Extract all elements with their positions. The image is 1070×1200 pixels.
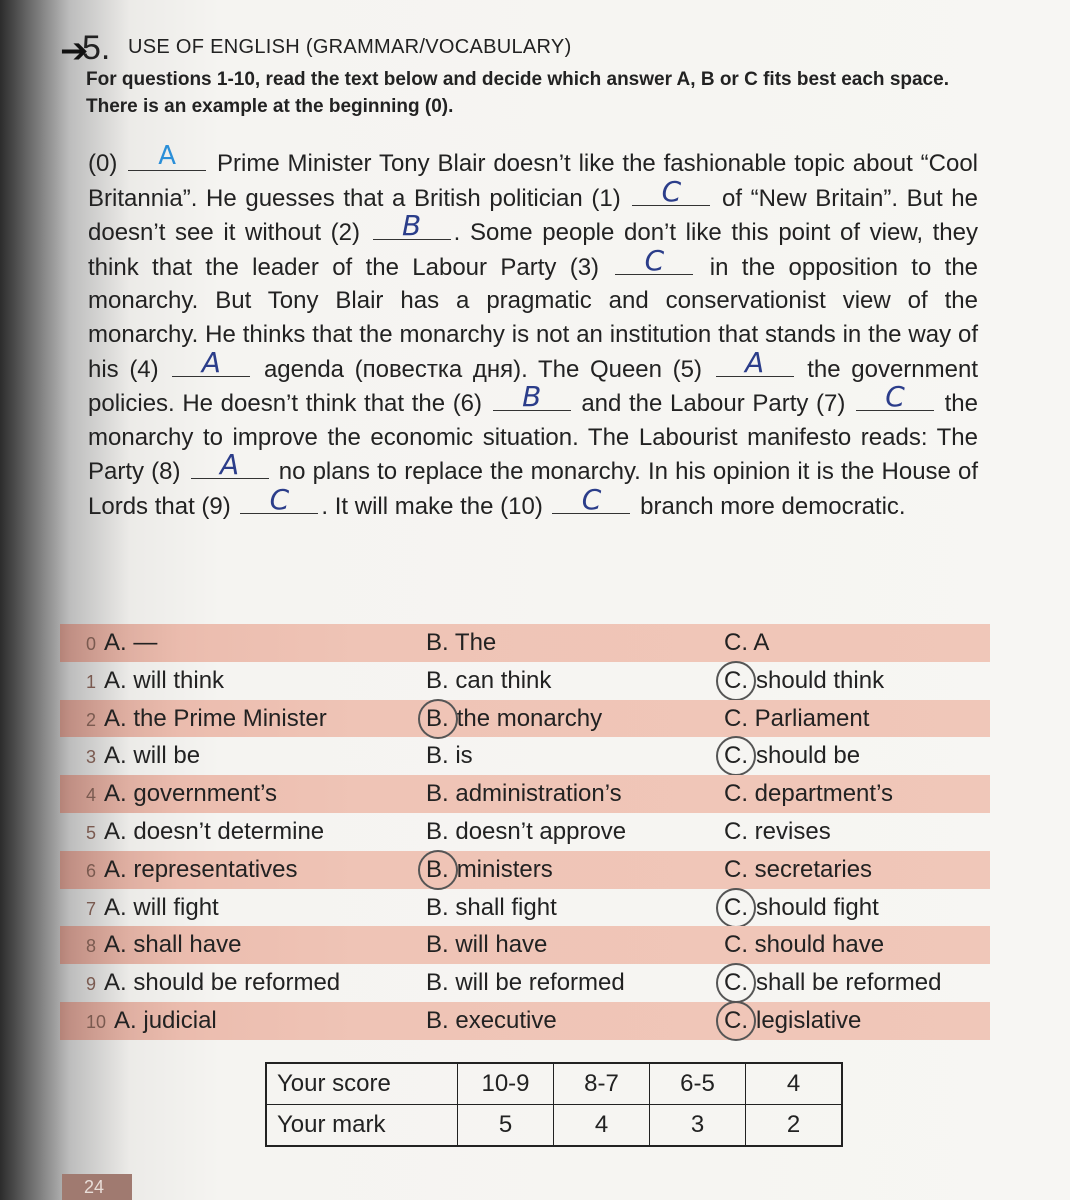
option-text: A. representatives bbox=[104, 855, 298, 883]
score-cell: 6-5 bbox=[650, 1063, 746, 1105]
option-text: C. Parliament bbox=[724, 704, 870, 732]
score-cell: 10-9 bbox=[458, 1063, 554, 1105]
option-a[interactable] bbox=[86, 818, 324, 846]
option-text: C. A bbox=[724, 629, 770, 656]
mark-cell: 2 bbox=[746, 1105, 843, 1147]
question-number: 9 bbox=[86, 974, 97, 995]
option-row bbox=[60, 662, 990, 700]
question-number: 0 bbox=[86, 634, 97, 654]
answer-blank-7[interactable] bbox=[856, 380, 934, 414]
option-text: B. executive bbox=[426, 1006, 557, 1034]
passage-segment: . It will make the (10) bbox=[321, 492, 543, 520]
handwritten-answer: B bbox=[402, 209, 422, 243]
option-row bbox=[60, 1002, 990, 1040]
answer-options-table bbox=[60, 624, 990, 1040]
option-c[interactable] bbox=[724, 667, 884, 695]
circled-letter: C. bbox=[724, 969, 748, 997]
option-b[interactable] bbox=[426, 969, 625, 997]
option-row bbox=[60, 775, 990, 813]
option-c[interactable] bbox=[724, 856, 872, 884]
passage-segment: (0) bbox=[88, 150, 118, 177]
option-c[interactable] bbox=[724, 780, 893, 808]
mark-cell: 3 bbox=[650, 1105, 746, 1147]
passage-segment: . Some people don’t like this point of view, they think that the leader of the Labour Party (3) bbox=[88, 219, 978, 281]
answer-blank-3[interactable] bbox=[615, 243, 693, 277]
option-text: A. doesn’t determine bbox=[104, 817, 325, 845]
passage-segment: Prime Minister Tony Blair doesn’t like the fashionable topic about “Cool Britannia”. He guesses that a British politician (1) bbox=[88, 150, 978, 212]
question-number: 4 bbox=[86, 785, 97, 806]
passage-segment: the government policies. He doesn’t think that the (6) bbox=[88, 355, 978, 418]
question-number: 8 bbox=[86, 936, 97, 957]
option-b[interactable] bbox=[426, 667, 551, 695]
question-number: 2 bbox=[86, 709, 97, 730]
circled-letter: B. bbox=[426, 855, 449, 883]
option-text: B. The bbox=[426, 629, 497, 656]
option-text: A. — bbox=[104, 629, 158, 656]
exercise-number: 5. bbox=[82, 29, 111, 67]
score-label: Your score bbox=[266, 1063, 458, 1105]
answer-blank-4[interactable] bbox=[172, 345, 250, 379]
answer-blank-2[interactable] bbox=[373, 209, 451, 243]
option-text: B. administration’s bbox=[426, 780, 622, 808]
option-row bbox=[60, 851, 990, 889]
circled-letter: C. bbox=[724, 666, 748, 694]
handwritten-answer: C bbox=[885, 380, 905, 414]
option-text: C. secretaries bbox=[724, 855, 873, 883]
option-text: legislative bbox=[756, 1006, 862, 1034]
option-a[interactable] bbox=[86, 931, 241, 959]
passage-segment: of “New Britain”. But he doesn’t see it without (2) bbox=[88, 184, 978, 247]
passage-segment: agenda (повестка дня). The Queen (5) bbox=[263, 355, 702, 383]
option-c[interactable] bbox=[724, 969, 941, 997]
exercise-title: USE OF ENGLISH (GRAMMAR/VOCABULARY) bbox=[128, 36, 572, 58]
circled-letter: B. bbox=[426, 704, 449, 732]
option-text: should be bbox=[756, 742, 861, 770]
option-row bbox=[60, 700, 990, 738]
handwritten-answer: C bbox=[661, 174, 682, 208]
option-text: B. shall fight bbox=[426, 893, 557, 921]
question-number: 6 bbox=[86, 860, 97, 881]
handwritten-answer: A bbox=[745, 345, 765, 379]
option-text: C. department’s bbox=[724, 780, 893, 808]
answer-blank-1[interactable] bbox=[632, 174, 710, 208]
option-c[interactable] bbox=[724, 629, 769, 657]
score-row bbox=[266, 1063, 842, 1105]
option-text: A. shall have bbox=[104, 931, 242, 959]
passage-segment: the monarchy to improve the economic situation. The Labourist manifesto reads: The Party (8) bbox=[88, 390, 978, 486]
question-number: 7 bbox=[86, 898, 97, 919]
answer-blank-8[interactable] bbox=[191, 448, 269, 482]
handwritten-answer: A bbox=[158, 141, 177, 171]
option-c[interactable] bbox=[724, 742, 860, 770]
question-number: 10 bbox=[86, 1011, 107, 1032]
circled-letter: C. bbox=[724, 1006, 748, 1034]
option-text: B. is bbox=[426, 742, 473, 770]
mark-row bbox=[266, 1105, 842, 1147]
handwritten-answer: C bbox=[581, 482, 602, 516]
exercise-header bbox=[60, 28, 1010, 68]
circled-letter: C. bbox=[724, 742, 748, 770]
option-text: should think bbox=[756, 666, 885, 694]
question-number: 3 bbox=[86, 747, 97, 768]
option-text: A. will fight bbox=[104, 893, 219, 921]
answer-blank-5[interactable] bbox=[716, 345, 794, 379]
option-b[interactable] bbox=[426, 818, 626, 846]
option-c[interactable] bbox=[724, 931, 884, 959]
option-row bbox=[60, 813, 990, 851]
option-a[interactable] bbox=[86, 629, 157, 657]
option-a[interactable] bbox=[86, 969, 340, 997]
arrow-icon: ➔ bbox=[60, 32, 89, 70]
option-b[interactable] bbox=[426, 629, 496, 657]
option-text: B. can think bbox=[426, 666, 552, 694]
option-c[interactable] bbox=[724, 1007, 861, 1035]
option-a[interactable] bbox=[86, 742, 200, 770]
handwritten-answer: A bbox=[201, 345, 221, 379]
option-text: A. government’s bbox=[104, 780, 277, 808]
option-text: C. should have bbox=[724, 931, 885, 959]
option-b[interactable] bbox=[426, 894, 557, 922]
option-text: the monarchy bbox=[456, 704, 603, 732]
passage-segment: in the opposition to the monarchy. But Tony Blair has a pragmatic and conservationist view of the monarchy. He thinks that the monarchy is not an institution that stands in the way of his (4) bbox=[88, 253, 979, 383]
handwritten-answer: A bbox=[220, 448, 240, 482]
option-b[interactable] bbox=[426, 780, 622, 808]
option-b[interactable] bbox=[426, 705, 602, 733]
option-a[interactable] bbox=[86, 1007, 217, 1035]
option-row bbox=[60, 889, 990, 927]
handwritten-answer: C bbox=[269, 482, 290, 516]
option-c[interactable] bbox=[724, 894, 879, 922]
option-b[interactable] bbox=[426, 856, 553, 884]
passage-segment: branch more democratic. bbox=[640, 492, 906, 520]
option-a[interactable] bbox=[86, 894, 219, 922]
option-row bbox=[60, 964, 990, 1002]
option-a[interactable] bbox=[86, 856, 297, 884]
option-a[interactable] bbox=[86, 780, 277, 808]
option-row bbox=[60, 737, 990, 775]
option-text: B. will be reformed bbox=[426, 969, 625, 997]
option-text: ministers bbox=[456, 855, 553, 883]
mark-cell: 5 bbox=[458, 1105, 554, 1147]
circled-letter: C. bbox=[724, 893, 748, 921]
page-number: 24 bbox=[62, 1174, 132, 1200]
instructions: For questions 1-10, read the text below and decide which answer A, B or C fits best each space. There is an example at the beginning (0). bbox=[86, 69, 949, 117]
option-text: A. will be bbox=[104, 742, 201, 770]
handwritten-answer: C bbox=[644, 243, 665, 277]
option-b[interactable] bbox=[426, 1007, 557, 1035]
option-text: shall be reformed bbox=[756, 969, 942, 997]
question-number: 5 bbox=[86, 822, 97, 843]
option-text: A. the Prime Minister bbox=[104, 704, 327, 732]
option-text: should fight bbox=[756, 893, 879, 921]
option-text: B. will have bbox=[426, 931, 548, 959]
mark-label: Your mark bbox=[266, 1105, 458, 1147]
option-c[interactable] bbox=[724, 705, 869, 733]
option-b[interactable] bbox=[426, 742, 473, 770]
question-number: 1 bbox=[86, 671, 97, 692]
option-text: A. should be reformed bbox=[104, 969, 341, 997]
passage-text bbox=[88, 141, 979, 524]
option-c[interactable] bbox=[724, 818, 831, 846]
score-cell: 8-7 bbox=[554, 1063, 650, 1105]
option-row bbox=[60, 624, 990, 662]
score-table bbox=[265, 1062, 843, 1147]
option-a[interactable] bbox=[86, 667, 224, 695]
option-b[interactable] bbox=[426, 931, 547, 959]
option-text: A. judicial bbox=[114, 1006, 217, 1034]
option-text: B. doesn’t approve bbox=[426, 817, 627, 845]
passage-segment: no plans to replace the monarchy. In his opinion it is the House of Lords that (9) bbox=[88, 458, 979, 520]
option-text: C. revises bbox=[724, 817, 831, 845]
answer-blank-6[interactable] bbox=[493, 380, 571, 414]
answer-blank-9[interactable] bbox=[240, 482, 318, 516]
handwritten-answer: B bbox=[522, 380, 542, 414]
score-cell: 4 bbox=[746, 1063, 843, 1105]
mark-cell: 4 bbox=[554, 1105, 650, 1147]
answer-blank-0[interactable] bbox=[128, 141, 206, 171]
option-a[interactable] bbox=[86, 705, 327, 733]
option-row bbox=[60, 926, 990, 964]
option-text: A. will think bbox=[104, 666, 225, 694]
passage-segment: and the Labour Party (7) bbox=[581, 390, 846, 418]
answer-blank-10[interactable] bbox=[552, 482, 630, 516]
